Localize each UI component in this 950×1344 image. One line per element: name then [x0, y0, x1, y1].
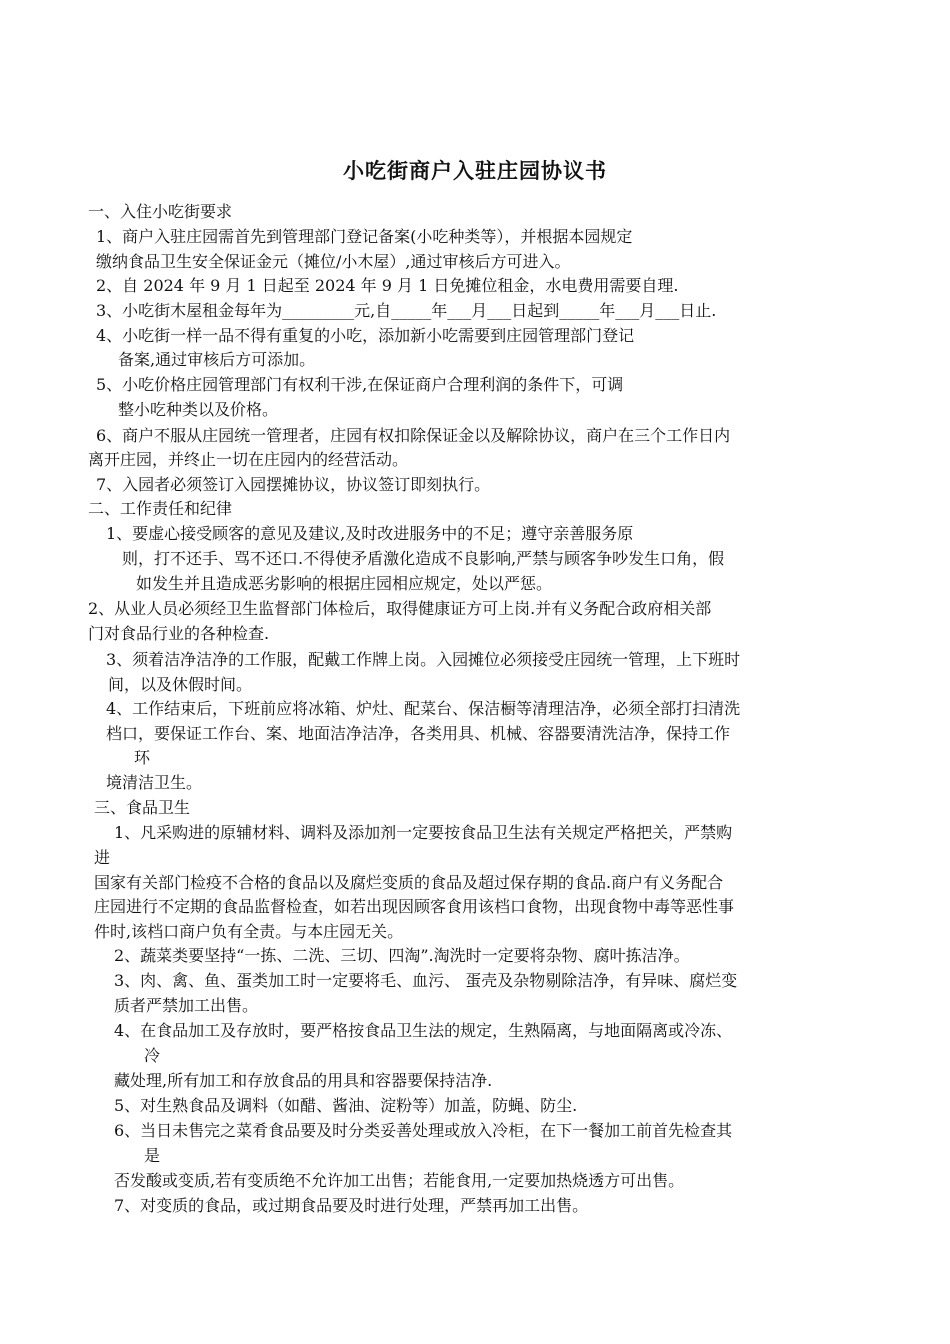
clause-1-2: 2、自 2024 年 9 月 1 日起至 2024 年 9 月 1 日免摊位租金，水电费用需要自理.	[96, 276, 679, 295]
clause-2-4: 4、工作结束后，下班前应将冰箱、炉灶、配菜台、保洁橱等清理洁净，必须全部打扫清洗	[106, 699, 741, 718]
clause-3-4-cont2: 藏处理,所有加工和存放食品的用具和容器要保持洁净.	[114, 1071, 493, 1090]
clause-1-6: 6、商户不服从庄园统一管理者，庄园有权扣除保证金以及解除协议，商户在三个工作日内	[96, 426, 731, 445]
clause-2-4-cont: 档口，要保证工作台、案、地面洁净洁净，各类用具、机械、容器要清洗洁净，保持工作	[106, 724, 731, 743]
clause-2-1: 1、要虚心接受顾客的意见及建议,及时改进服务中的不足；遵守亲善服务原	[106, 524, 634, 543]
clause-3-3: 3、肉、禽、鱼、蛋类加工时一定要将毛、血污、 蛋壳及杂物剔除洁净，有异味、腐烂变	[114, 971, 738, 990]
clause-3-1-cont4: 件时,该档口商户负有全责。与本庄园无关。	[94, 922, 404, 941]
section-heading-3: 三、食品卫生	[94, 798, 191, 817]
clause-2-2-cont: 门对食品行业的各种检查.	[88, 624, 270, 643]
section-heading-2: 二、工作责任和纪律	[88, 499, 233, 518]
clause-1-4: 4、小吃街一样一品不得有重复的小吃，添加新小吃需要到庄园管理部门登记	[96, 326, 635, 345]
clause-1-6-cont: 离开庄园，并终止一切在庄园内的经营活动。	[88, 450, 409, 469]
clause-1-5-cont: 整小吃种类以及价格。	[118, 400, 279, 419]
clause-2-4-cont2: 环	[134, 748, 151, 767]
clause-3-1-cont3: 庄园进行不定期的食品监督检查，如若出现因顾客食用该档口食物，出现食物中毒等恶性事	[94, 897, 735, 916]
clause-3-6-cont: 是	[144, 1146, 161, 1165]
clause-1-4-cont: 备案,通过审核后方可添加。	[118, 350, 316, 369]
document-title: 小吃街商户入驻庄园协议书	[343, 158, 607, 183]
clause-1-7: 7、入园者必须签订入园摆摊协议，协议签订即刻执行。	[96, 475, 491, 494]
section-heading-1: 一、入住小吃街要求	[88, 202, 233, 221]
clause-2-3-cont: 间，以及休假时间。	[108, 675, 253, 694]
clause-1-3: 3、小吃街木屋租金每年为_________元,自_____年___月___日起到_____年___月___日止.	[96, 301, 717, 320]
clause-3-7: 7、对变质的食品，或过期食品要及时进行处理，严禁再加工出售。	[114, 1196, 589, 1215]
clause-2-2: 2、从业人员必须经卫生监督部门体检后，取得健康证方可上岗.并有义务配合政府相关部	[88, 599, 712, 618]
clause-3-6: 6、当日未售完之菜肴食品要及时分类妥善处理或放入冷柜，在下一餐加工前首先检查其	[114, 1121, 733, 1140]
clause-3-4: 4、在食品加工及存放时，要严格按食品卫生法的规定，生熟隔离，与地面隔离或冷冻、	[114, 1021, 733, 1040]
clause-1-1: 1、商户入驻庄园需首先到管理部门登记备案(小吃种类等），并根据本园规定	[96, 227, 633, 246]
clause-3-1-cont2: 国家有关部门检疫不合格的食品以及腐烂变质的食品及超过保存期的食品.商户有义务配合	[94, 873, 724, 892]
clause-3-1: 1、凡采购进的原辅材料、调料及添加剂一定要按食品卫生法有关规定严格把关，严禁购	[114, 823, 733, 842]
clause-1-1-cont: 缴纳食品卫生安全保证金元（摊位/小木屋）,通过审核后方可进入。	[96, 252, 571, 271]
clause-2-3: 3、须着洁净洁净的工作服，配戴工作牌上岗。入园摊位必须接受庄园统一管理，上下班时	[106, 650, 741, 669]
clause-3-6-cont2: 否发酸或变质,若有变质绝不允许加工出售；若能食用,一定要加热烧透方可出售。	[114, 1171, 685, 1190]
clause-1-5: 5、小吃价格庄园管理部门有权利干涉,在保证商户合理利润的条件下，可调	[96, 375, 624, 394]
clause-3-2: 2、蔬菜类要坚持“一拣、二洗、三切、四淘”.淘洗时一定要将杂物、腐叶拣洁净。	[114, 946, 690, 965]
clause-3-1-cont: 进	[94, 848, 111, 867]
clause-2-1-cont: 则，打不还手、骂不还口.不得使矛盾激化造成不良影响,严禁与顾客争吵发生口角，假	[122, 549, 725, 568]
clause-3-4-cont: 冷	[144, 1046, 161, 1065]
clause-3-3-cont: 质者严禁加工出售。	[114, 996, 259, 1015]
clause-2-4-cont3: 境清洁卫生。	[106, 773, 203, 792]
clause-3-5: 5、对生熟食品及调料（如醋、酱油、淀粉等）加盖，防蝇、防尘.	[114, 1096, 578, 1115]
clause-2-1-cont2: 如发生并且造成恶劣影响的根据庄园相应规定，处以严惩。	[136, 574, 553, 593]
